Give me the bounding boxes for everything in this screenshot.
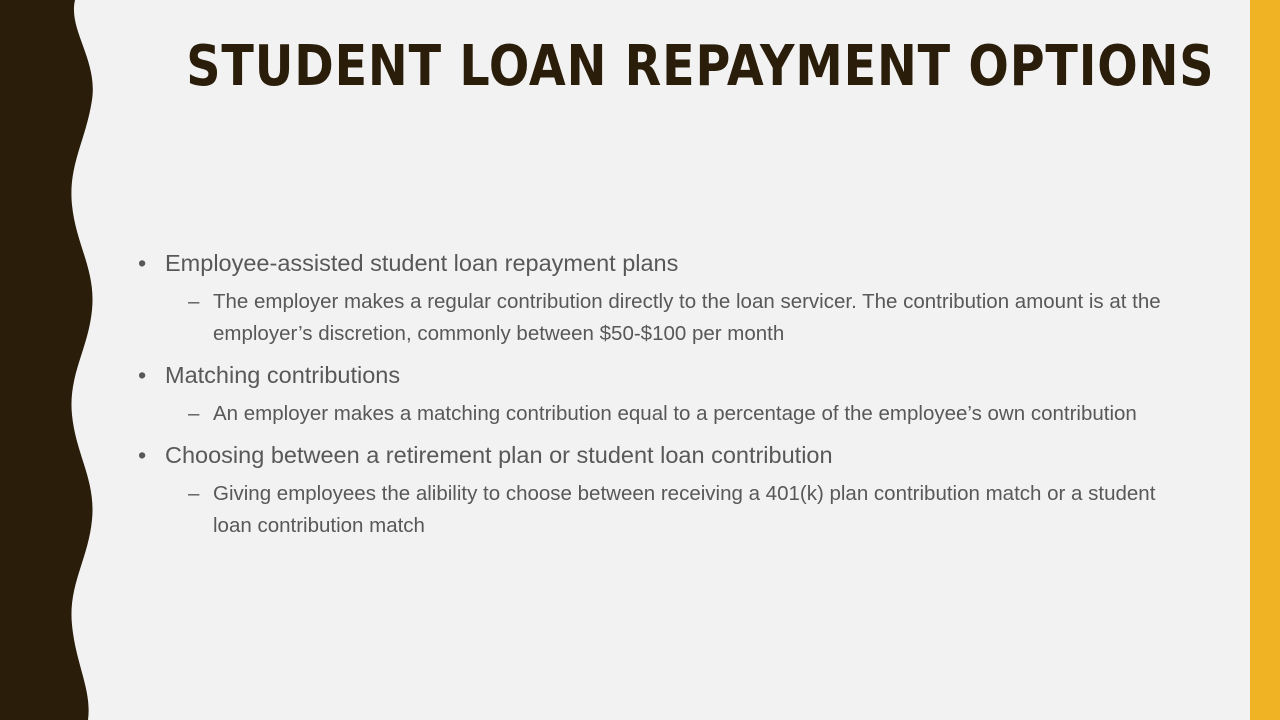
sub-bullet-2: – An employer makes a matching contribution equal to a percentage of the employee’s own contribution <box>138 398 1198 430</box>
accent-bar <box>1250 0 1280 720</box>
sub-bullet-1: – The employer makes a regular contribution directly to the loan servicer. The contribution amount is at the employer’s discretion, commonly between $50-$100 per month <box>138 286 1198 350</box>
bullet-3: • Choosing between a retirement plan or student loan contribution <box>138 438 1198 472</box>
bullet-1: • Employee-assisted student loan repayment plans <box>138 246 1198 280</box>
slide-title: STUDENT LOAN REPAYMENT OPTIONS <box>186 34 1215 99</box>
sub-bullet-3: – Giving employees the alibility to choose between receiving a 401(k) plan contribution match or a student loan contribution match <box>138 478 1198 542</box>
bullet-list <box>138 246 1198 550</box>
wavy-left-band <box>0 0 100 720</box>
bullet-2: • Matching contributions <box>138 358 1198 392</box>
